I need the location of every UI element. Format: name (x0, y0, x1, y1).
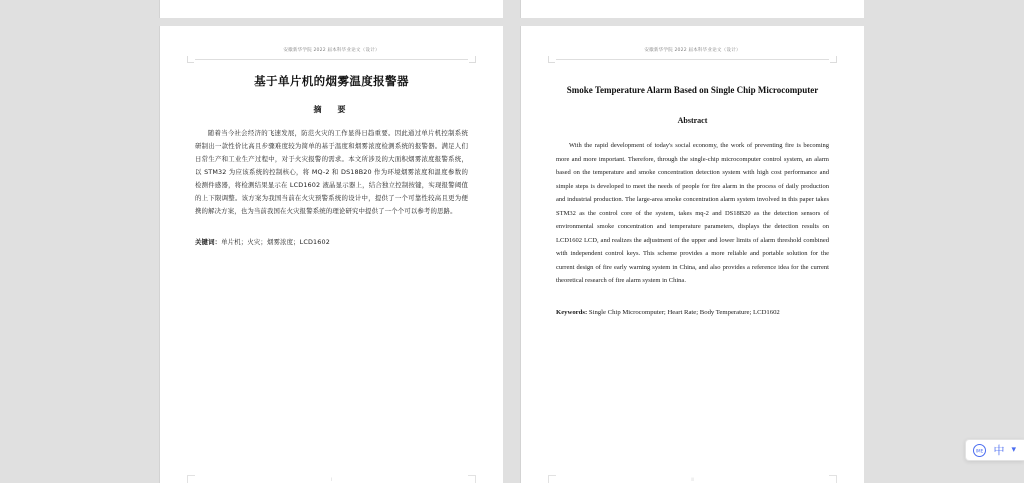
page-footer-marks (548, 475, 837, 483)
previous-page-right-sheet (521, 0, 864, 18)
header-rule (195, 59, 468, 60)
section-heading-abstract: Abstract (677, 116, 708, 126)
running-header: 安徽新华学院 2022 届本科毕业论文（设计） (283, 48, 380, 53)
abstract-body-paragraph: 随着当今社会经济的飞速发展，防范火灾的工作显得日趋重要。因此通过单片机控制系统研制出一款性价比高且步骤难度较为简单的基于温度和烟雾浓度检测系统的报警器。满足人们日常生产和工业生产过程中，对于火灾报警的需求。本文所涉及的大面积烟雾浓度报警系统，以 STM32 为应该系统的控制核心，将 MQ-2 和 DS18B20 作为环境烟雾浓度和温度参数的检测件感器，将检测结果显示在 LCD1602 液晶显示器上，结合独立控制按键，实现报警阈值的上下限调整。该方案为我国当前在火灾预警系统的设计中，提供了一个可靠性较高且更为便携的解决方案，也为当前我国在火灾报警系统的理论研究中提供了一个个可以参考的思路。 (195, 129, 468, 216)
page-content-frame (556, 48, 829, 319)
previous-page-left-sheet (160, 0, 503, 18)
page-title: Smoke Temperature Alarm Based on Single Chip Microcomputer (566, 85, 819, 96)
crop-mark-top-left-icon (187, 56, 194, 63)
crop-mark-top-left-icon (548, 56, 555, 63)
keywords-value: 单片机；火灾；烟雾浓度；LCD1602 (221, 237, 330, 246)
crop-mark-bottom-right-icon (468, 475, 476, 483)
crop-mark-top-right-icon (469, 56, 476, 63)
crop-mark-bottom-right-icon (829, 475, 837, 483)
svg-text:IME: IME (976, 447, 984, 453)
keywords-line (556, 306, 829, 319)
page-footer-marks (187, 475, 476, 483)
page-title: 基于单片机的烟雾温度报警器 (254, 74, 409, 89)
ime-logo-icon[interactable] (973, 444, 986, 457)
abstract-body-paragraph: With the rapid development of today's social economy, the work of preventing fire is becoming more and more important. Therefore, through the single-chip microcomputer control system, an alarm based on the temperature and smoke concentration detection system with high cost performance and simple steps is developed to meet the needs of people for fire alarm in the process of daily production and industrial production. The large-area smoke concentration alarm system involved in this paper takes STM32 as the control core of the system, takes mq-2 and DS18B20 as the detection sensors of environmental smoke concentration and temperature parameters, displays the detection results on LCD1602 LCD, and realizes the adjustment of the upper and lower limits of alarm threshold combined with independent control keys. This scheme provides a more reliable and portable solution for the current design of fire early warning system in China, and also provides a reference idea for the current theoretical research of fire alarm system in China. (556, 142, 829, 285)
keywords-label: 关键词： (195, 237, 222, 246)
ime-more-chevron-icon[interactable]: ▾ (1011, 444, 1016, 455)
page-chinese-abstract[interactable] (160, 26, 503, 483)
section-heading-abstract: 摘 要 (313, 105, 350, 115)
page-number: II (691, 477, 694, 482)
header-rule (556, 59, 829, 60)
running-header: 安徽新华学院 2022 届本科毕业论文（设计） (644, 48, 741, 53)
keywords-value: Single Chip Microcomputer; Heart Rate; Body Temperature; LCD1602 (587, 308, 780, 316)
page-number: I (330, 477, 333, 482)
page-content-frame (195, 48, 468, 249)
keywords-line (195, 236, 468, 249)
page-english-abstract[interactable] (521, 26, 864, 483)
ime-floating-toolbar[interactable] (965, 439, 1024, 461)
ime-mode-toggle[interactable]: 中 (993, 443, 1005, 457)
keywords-label: Keywords: (556, 308, 588, 316)
crop-mark-top-right-icon (830, 56, 837, 63)
